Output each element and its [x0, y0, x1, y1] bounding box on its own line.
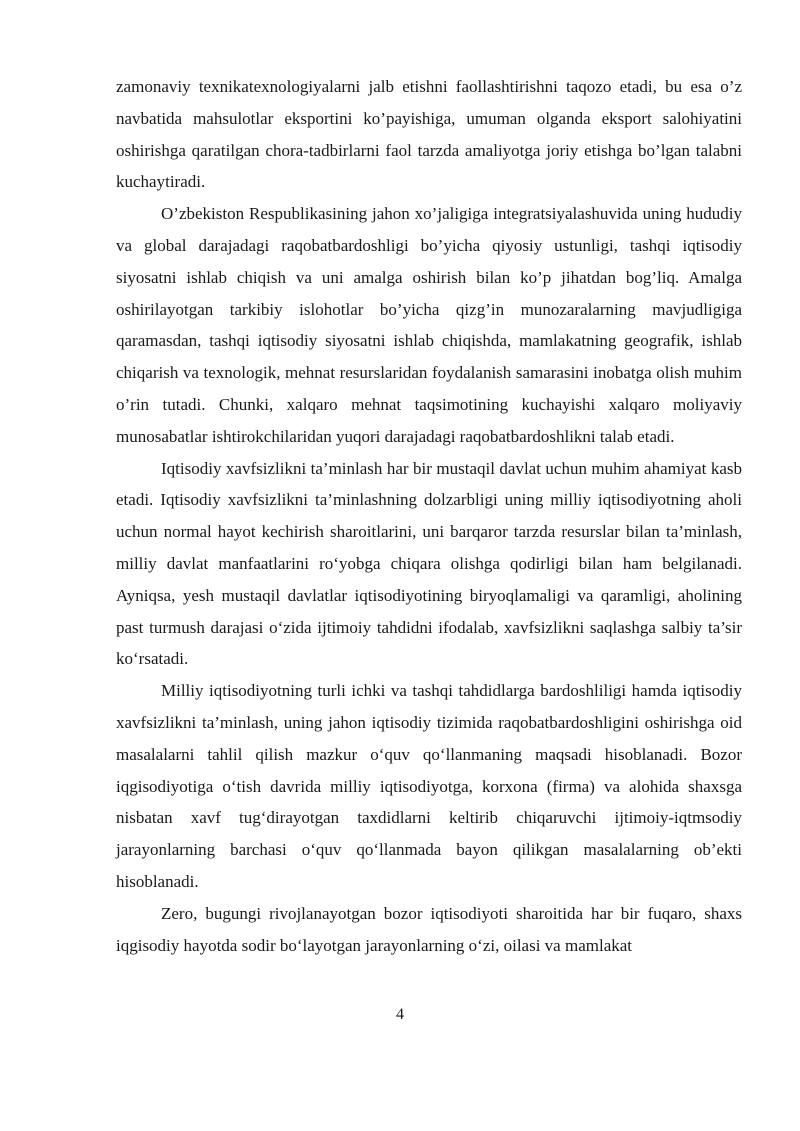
- paragraph-zero: Zero, bugungi rivojlanayotgan bozor iqtisodiyoti sharoitida har bir fuqaro, shaxs iqgisodiy hayotda sodir bo‘layotgan jarayonlarning o‘zi, oilasi va mamlakat: [116, 903, 742, 955]
- paragraph-integration: O’zbekiston Respublikasining jahon xo’jaligiga integratsiyalashuvida uning hududiy va global darajadagi raqobatbardoshligi bo’yicha qiyosiy ustunligi, tashqi iqtisodiy siyosatni ishlab chiqish va uni amalga oshirish bilan ko’p jihatdan bog’liq. Amalga oshirilayotgan tarkibiy islohotlar bo’yicha qizg’in munozaralarning mavjudligiga qaramasdan, tashqi iqtisodiy siyosatni ishlab chiqishda, mamlakatning geografik, ishlab chiqarish va texnologik, mehnat resurslaridan foydalanish samarasini inobatga olish muhim o’rin tutadi. Chunki, xalqaro mehnat taqsimotining kuchayishi xalqaro moliyaviy munosabatlar ishtirokchilaridan yuqori darajadagi raqobatbardoshlikni talab etadi.: [116, 204, 742, 446]
- paragraph-manual-purpose: Milliy iqtisodiyotning turli ichki va tashqi tahdidlarga bardoshliligi hamda iqtisodiy xavfsizlikni ta’minlash, uning jahon iqtisodiy tizimida raqobatbardoshligini oshirishga oid masalalarni tahlil qilish mazkur o‘quv qo‘llanmaning maqsadi hisoblanadi. Bozor iqgisodiyotiga o‘tish davrida milliy iqtisodiyotga, korxona (firma) va alohida shaxsga nisbatan xavf tug‘dirayotgan taxdidlarni keltirib chiqaruvchi ijtimoiy-iqtmsodiy jarayonlarning barchasi o‘quv qo‘llanmada bayon qilikgan masalalarning ob’ekti hisoblanadi.: [116, 681, 742, 891]
- document-page: [116, 71, 742, 961]
- page-number: 4: [396, 1006, 404, 1023]
- paragraph-continuation: zamonaviy texnikatexnologiyalarni jalb etishni faollashtirishni taqozo etadi, bu esa o’z navbatida mahsulotlar eksportini ko’payishiga, umuman olganda eksport salohiyatini oshirishga qaratilgan chora-tadbirlarni faol tarzda amaliyotga joriy etishga bo’lgan talabni kuchaytiradi.: [116, 77, 742, 192]
- paragraph-economic-security: Iqtisodiy xavfsizlikni ta’minlash har bir mustaqil davlat uchun muhim ahamiyat kasb etadi. Iqtisodiy xavfsizlikni ta’minlashning dolzarbligi uning milliy iqtisodiyotning aholi uchun normal hayot kechirish sharoitlarini, uni barqaror tarzda resurslar bilan ta’minlash, milliy davlat manfaatlarini ro‘yobga chiqara olishga qodirligi bilan ham belgilanadi. Ayniqsa, yesh mustaqil davlatlar iqtisodiyotining biryoqlamaligi va qaramligi, aholining past turmush darajasi o‘zida ijtimoiy tahdidni ifodalab, xavfsizlikni saqlashga salbiy ta’sir ko‘rsatadi.: [116, 458, 742, 669]
